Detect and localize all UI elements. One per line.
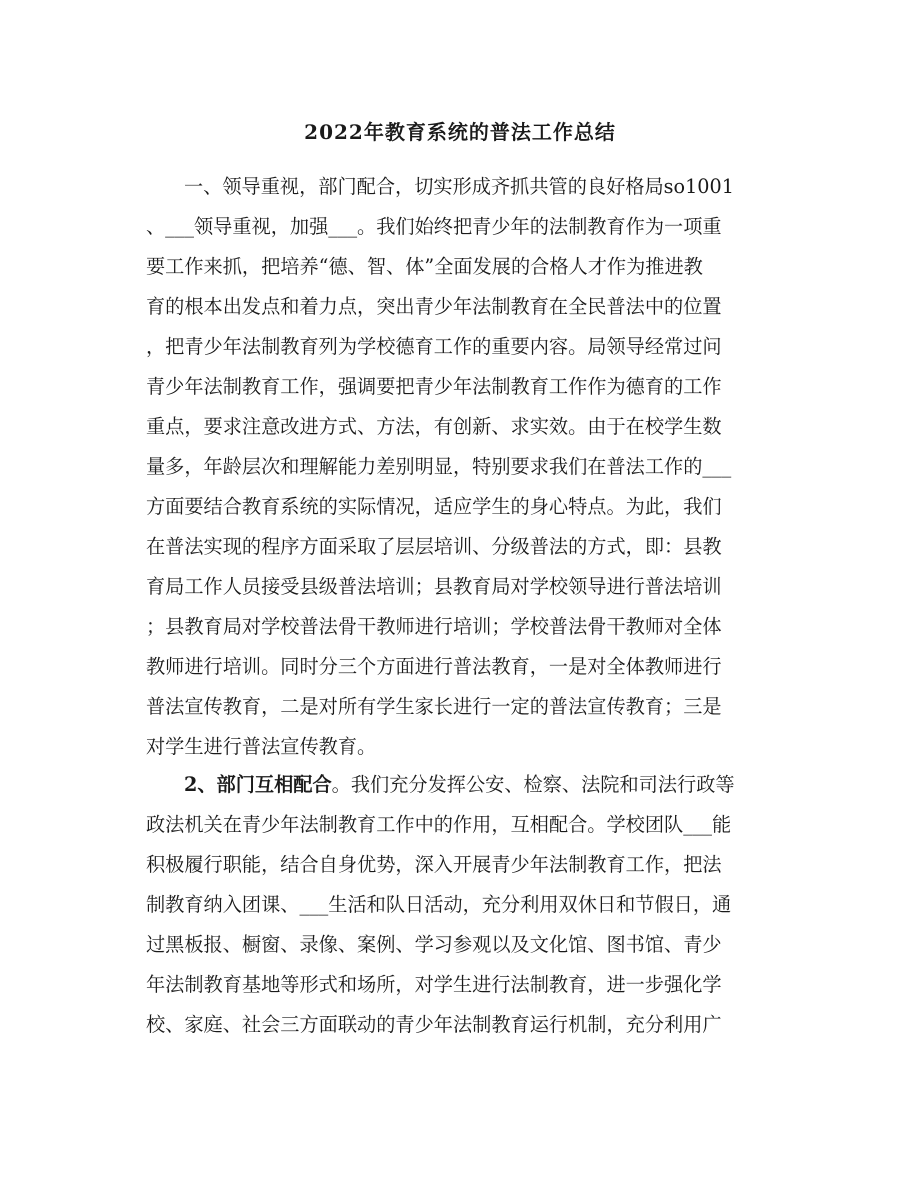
paragraph-1-line: 普法宣传教育，二是对所有学生家长进行一定的普法宣传教育；三是 xyxy=(146,695,722,718)
paragraph-1-line: ；县教育局对学校普法骨干教师进行培训；学校普法骨干教师对全体 xyxy=(146,615,722,638)
paragraph-1-line: ，把青少年法制教育列为学校德育工作的重要内容。局领导经常过问 xyxy=(146,335,722,358)
paragraph-2-line: 制教育纳入团课、___生活和队日活动，充分利用双休日和节假日，通 xyxy=(146,893,732,916)
paragraph-2-line: 校、家庭、社会三方面联动的青少年法制教育运行机制，充分利用广 xyxy=(146,1013,722,1036)
paragraph-1-line: 教师进行培训。同时分三个方面进行普法教育，一是对全体教师进行 xyxy=(146,655,722,678)
paragraph-2-line: 过黑板报、橱窗、录像、案例、学习参观以及文化馆、图书馆、青少 xyxy=(146,933,722,956)
paragraph-2-heading: 2、部门互相配合 xyxy=(184,773,332,796)
paragraph-1-line: 青少年法制教育工作，强调要把青少年法制教育工作作为德育的工作 xyxy=(146,375,722,398)
paragraph-1-line: 育局工作人员接受县级普法培训；县教育局对学校领导进行普法培训 xyxy=(146,575,722,598)
paragraph-1-line: 要工作来抓，把培养“德、智、体”全面发展的合格人才作为推进教 xyxy=(146,255,703,278)
paragraph-1-line: 对学生进行普法宣传教育。 xyxy=(146,735,377,758)
paragraph-2-line: 年法制教育基地等形式和场所，对学生进行法制教育，进一步强化学 xyxy=(146,973,722,996)
paragraph-2-first-line-text: 。我们充分发挥公安、检察、法院和司法行政等 xyxy=(331,773,735,796)
paragraph-1-line: 育的根本出发点和着力点，突出青少年法制教育在全民普法中的位置 xyxy=(146,295,722,318)
paragraph-1-line: 在普法实现的程序方面采取了层层培训、分级普法的方式，即：县教 xyxy=(146,535,722,558)
paragraph-1-line: 方面要结合教育系统的实际情况，适应学生的身心特点。为此，我们 xyxy=(146,495,722,518)
paragraph-2-line: 政法机关在青少年法制教育工作中的作用，互相配合。学校团队___能 xyxy=(146,813,732,836)
paragraph-1-line: 一、领导重视，部门配合，切实形成齐抓共管的良好格局so1001 xyxy=(184,175,734,198)
document-title: 2022年教育系统的普法工作总结 xyxy=(304,120,616,144)
paragraph-1-line: 、___领导重视，加强___。我们始终把青少年的法制教育作为一项重 xyxy=(146,215,722,238)
paragraph-2-first-line xyxy=(184,769,788,801)
paragraph-1-line: 重点，要求注意改进方式、方法，有创新、求实效。由于在校学生数 xyxy=(146,415,722,438)
paragraph-1-line: 量多，年龄层次和理解能力差别明显，特别要求我们在普法工作的___ xyxy=(146,455,732,478)
paragraph-2-line: 积极履行职能，结合自身优势，深入开展青少年法制教育工作，把法 xyxy=(146,853,722,876)
